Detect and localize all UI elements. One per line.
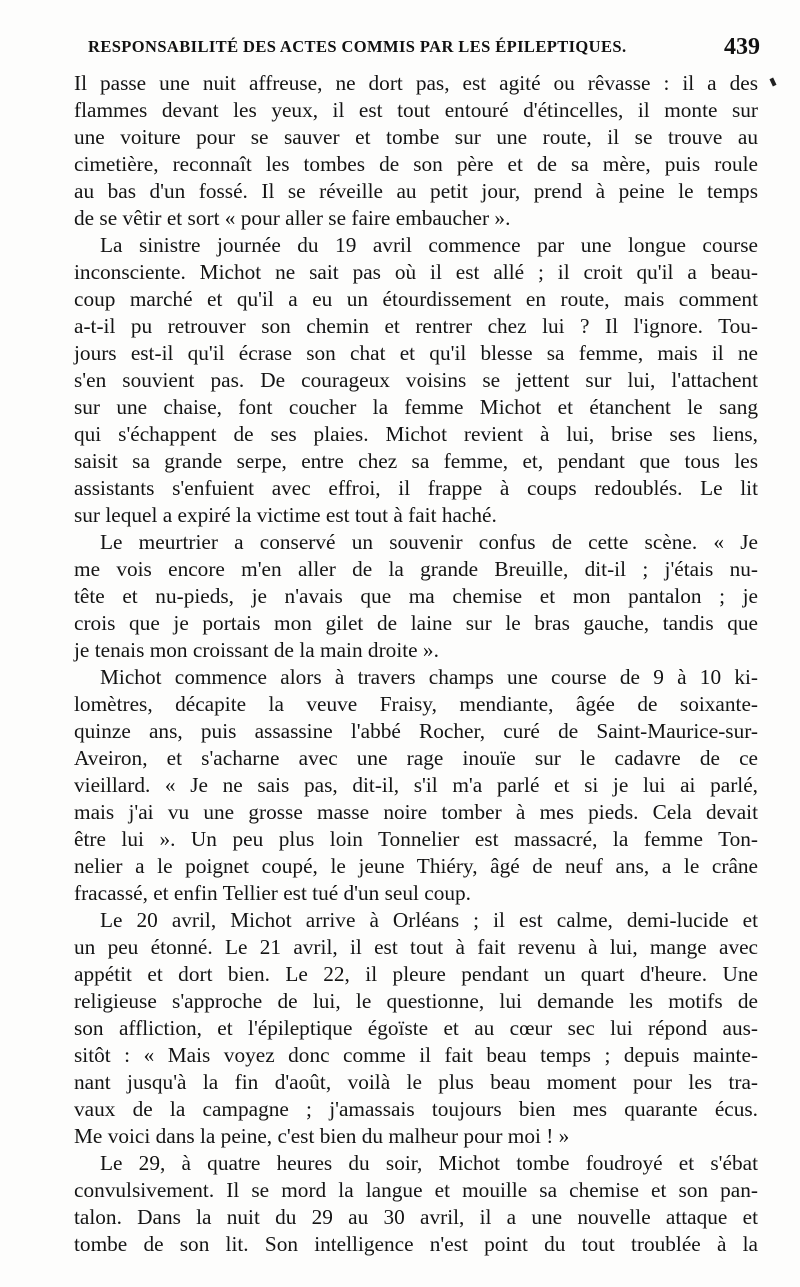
text-line: saisit sa grande serpe, entre chez sa femme, et, pendant que tous les bbox=[74, 449, 758, 473]
text-line: vieillard. « Je ne sais pas, dit-il, s'il m'a parlé et si je lui ai parlé, bbox=[74, 773, 758, 797]
text-line: me vois encore m'en aller de la grande Breuille, dit-il ; j'étais nu- bbox=[74, 557, 758, 581]
paragraph bbox=[74, 664, 758, 907]
paragraph bbox=[74, 1150, 758, 1258]
text-line: fracassé, et enfin Tellier est tué d'un seul coup. bbox=[74, 881, 471, 905]
text-line: sur une chaise, font coucher la femme Michot et étanchent le sang bbox=[74, 395, 758, 419]
paragraph bbox=[74, 907, 758, 1150]
text-line: Il passe une nuit affreuse, ne dort pas, est agité ou rêvasse : il a des bbox=[74, 71, 758, 95]
text-line: cimetière, reconnaît les tombes de son père et de sa mère, puis roule bbox=[74, 152, 758, 176]
text-line: Aveiron, et s'acharne avec une rage inouïe sur le cadavre de ce bbox=[74, 746, 758, 770]
text-line: je tenais mon croissant de la main droite ». bbox=[74, 638, 439, 662]
text-line: qui s'échappent de ses plaies. Michot revient à lui, brise ses liens, bbox=[74, 422, 758, 446]
text-line: sitôt : « Mais voyez donc comme il fait beau temps ; depuis mainte- bbox=[74, 1043, 758, 1067]
text-line: tête et nu-pieds, je n'avais que ma chemise et mon pantalon ; je bbox=[74, 584, 758, 608]
paragraph bbox=[74, 70, 758, 232]
text-line: flammes devant les yeux, il est tout entouré d'étincelles, il monte sur bbox=[74, 98, 758, 122]
text-line: coup marché et qu'il a eu un étourdissement en route, mais comment bbox=[74, 287, 758, 311]
text-line: Le meurtrier a conservé un souvenir confus de cette scène. « Je bbox=[100, 530, 758, 554]
text-line: de se vêtir et sort « pour aller se faire embaucher ». bbox=[74, 206, 511, 230]
text-line: tombe de son lit. Son intelligence n'est point du tout troublée à la bbox=[74, 1232, 758, 1256]
text-line: lomètres, décapite la veuve Fraisy, mendiante, âgée de soixante- bbox=[74, 692, 758, 716]
text-line: convulsivement. Il se mord la langue et mouille sa chemise et son pan- bbox=[74, 1178, 758, 1202]
text-line: nelier a le poignet coupé, le jeune Thiéry, âgé de neuf ans, a le crâne bbox=[74, 854, 758, 878]
page-number: 439 bbox=[724, 34, 760, 60]
text-line: inconsciente. Michot ne sait pas où il est allé ; il croit qu'il a beau- bbox=[74, 260, 758, 284]
text-line: mais j'ai vu une grosse masse noire tomber à mes pieds. Cela devait bbox=[74, 800, 758, 824]
text-line: Le 20 avril, Michot arrive à Orléans ; il est calme, demi-lucide et bbox=[100, 908, 758, 932]
text-line: Le 29, à quatre heures du soir, Michot tombe foudroyé et s'ébat bbox=[100, 1151, 758, 1175]
text-line: assistants s'enfuient avec effroi, il frappe à coups redoublés. Le lit bbox=[74, 476, 758, 500]
body-text bbox=[74, 70, 758, 1258]
text-line: appétit et dort bien. Le 22, il pleure pendant un quart d'heure. Une bbox=[74, 962, 758, 986]
text-line: vaux de la campagne ; j'amassais toujours bien mes quarante écus. bbox=[74, 1097, 758, 1121]
running-title: RESPONSABILITÉ DES ACTES COMMIS PAR LES ÉPILEPTIQUES. bbox=[88, 37, 627, 56]
text-line: un peu étonné. Le 21 avril, il est tout à fait revenu à lui, mange avec bbox=[74, 935, 758, 959]
text-line: La sinistre journée du 19 avril commence par une longue course bbox=[100, 233, 758, 257]
text-line: talon. Dans la nuit du 29 au 30 avril, il a une nouvelle attaque et bbox=[74, 1205, 758, 1229]
text-line: religieuse s'approche de lui, le questionne, lui demande les motifs de bbox=[74, 989, 758, 1013]
text-line: Michot commence alors à travers champs une course de 9 à 10 ki- bbox=[100, 665, 758, 689]
text-line: a-t-il pu retrouver son chemin et rentrer chez lui ? Il l'ignore. Tou- bbox=[74, 314, 758, 338]
text-line: jours est-il qu'il écrase son chat et qu'il blesse sa femme, mais il ne bbox=[74, 341, 758, 365]
print-mark bbox=[769, 78, 776, 87]
text-line: sur lequel a expiré la victime est tout à fait haché. bbox=[74, 503, 497, 527]
text-line: quinze ans, puis assassine l'abbé Rocher, curé de Saint-Maurice-sur- bbox=[74, 719, 758, 743]
paragraph bbox=[74, 232, 758, 529]
text-line: nant jusqu'à la fin d'août, voilà le plus beau moment pour les tra- bbox=[74, 1070, 758, 1094]
text-line: une voiture pour se sauver et tombe sur une route, il se trouve au bbox=[74, 125, 758, 149]
page-header bbox=[88, 34, 760, 64]
text-line: son affliction, et l'épileptique égoïste et au cœur sec lui répond aus- bbox=[74, 1016, 758, 1040]
text-line: crois que je portais mon gilet de laine sur le bras gauche, tandis que bbox=[74, 611, 758, 635]
text-line: être lui ». Un peu plus loin Tonnelier est massacré, la femme Ton- bbox=[74, 827, 758, 851]
text-line: s'en souvient pas. De courageux voisins se jettent sur lui, l'attachent bbox=[74, 368, 758, 392]
paragraph bbox=[74, 529, 758, 664]
text-line: au bas d'un fossé. Il se réveille au petit jour, prend à peine le temps bbox=[74, 179, 758, 203]
text-line: Me voici dans la peine, c'est bien du malheur pour moi ! » bbox=[74, 1124, 570, 1148]
